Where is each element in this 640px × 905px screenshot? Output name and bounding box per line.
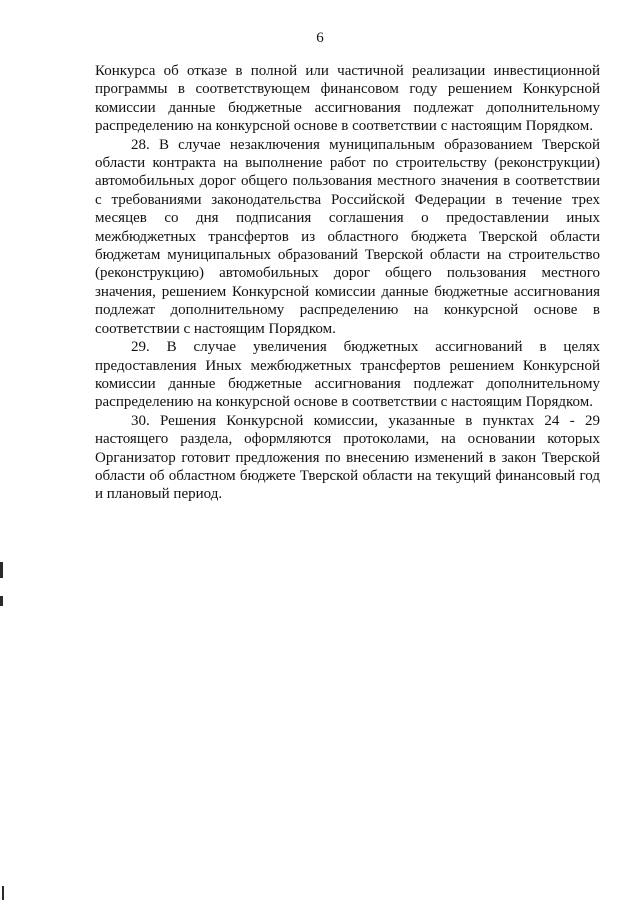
paragraph-item-30: 30. Решения Конкурсной комиссии, указанные в пунктах 24 - 29 настоящего раздела, оформляются протоколами, на основании которых Организатор готовит предложения по внесению изменений в закон Тверской области об областном бюджете Тверской области на текущий финансовый год и плановый период. [95, 412, 600, 503]
scan-edge-mark [0, 562, 3, 578]
paragraph-continuation: Конкурса об отказе в полной или частичной реализации инвестиционной программы в соответствующем финансовом году решением Конкурсной комиссии данные бюджетные ассигнования подлежат дополнительному распределению на конкурсной основе в соответствии с настоящим Порядком. [95, 63, 600, 135]
document-body [95, 62, 600, 504]
paragraph-item-29: 29. В случае увеличения бюджетных ассигнований в целях предоставления Иных межбюджетных трансфертов решением Конкурсной комиссии данные бюджетные ассигнования подлежат дополнительному распределению на конкурсной основе в соответствии с настоящим Порядком. [95, 339, 600, 411]
scan-edge-mark [0, 596, 3, 606]
paragraph-item-28: 28. В случае незаключения муниципальным образованием Тверской области контракта на выполнение работ по строительству (реконструкции) автомобильных дорог общего пользования местного значения в соответствии с требованиями законодательства Российской Федерации в течение трех месяцев со дня подписания соглашения о предоставлении иных межбюджетных трансфертов из областного бюджета Тверской области бюджетам муниципальных образований Тверской области на строительство (реконструкцию) автомобильных дорог общего пользования местного значения, решением Конкурсной комиссии данные бюджетные ассигнования подлежат дополнительному распределению на конкурсной основе в соответствии с настоящим Порядком. [95, 136, 600, 337]
scan-edge-mark [2, 886, 4, 900]
page-number: 6 [316, 30, 324, 46]
